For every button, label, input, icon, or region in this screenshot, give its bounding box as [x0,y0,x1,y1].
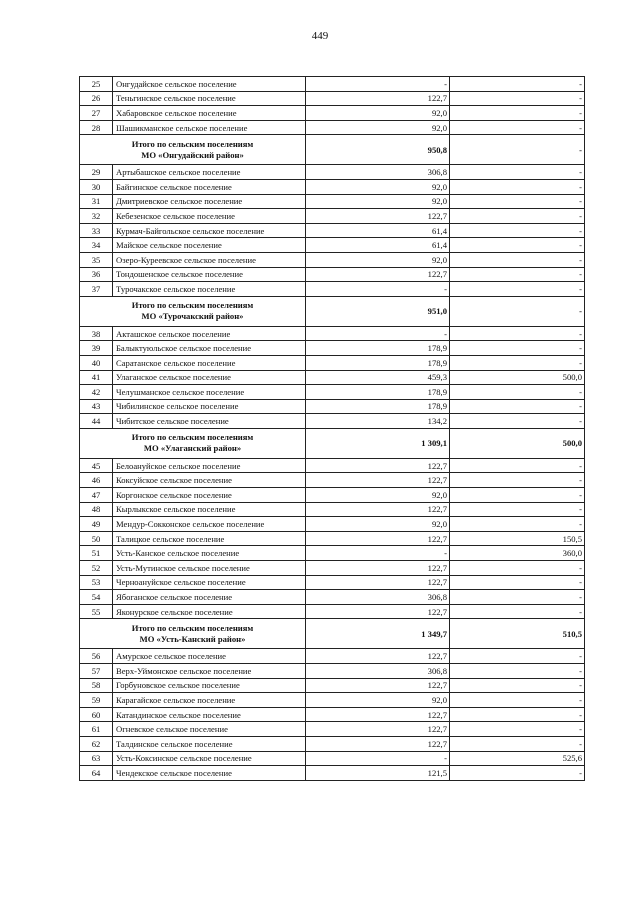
table-row [80,414,585,429]
table-row [80,165,585,180]
settlement-name: Горбуновское сельское поселение [113,678,306,693]
value-1: 122,7 [306,502,450,517]
row-number: 63 [80,751,113,766]
value-2: - [450,766,585,781]
row-number: 51 [80,546,113,561]
value-1: 92,0 [306,120,450,135]
row-number: 57 [80,664,113,679]
row-number: 28 [80,120,113,135]
settlement-name: Челушманское сельское поселение [113,385,306,400]
value-1: 92,0 [306,488,450,503]
table-row [80,590,585,605]
table-row [80,238,585,253]
value-1: 122,7 [306,736,450,751]
table-row [80,678,585,693]
settlement-name: Яконурское сельское поселение [113,604,306,619]
value-2: - [450,326,585,341]
row-number: 43 [80,399,113,414]
value-2: - [450,399,585,414]
row-number: 30 [80,179,113,194]
settlement-name: Усть-Канское сельское поселение [113,546,306,561]
table-row [80,370,585,385]
row-number: 26 [80,91,113,106]
value-1: - [306,751,450,766]
row-number: 64 [80,766,113,781]
value-2: - [450,120,585,135]
settlement-name: Артыбашское сельское поселение [113,165,306,180]
table-row [80,649,585,664]
row-number: 45 [80,458,113,473]
value-2: - [450,664,585,679]
settlement-name: Онгудайское сельское поселение [113,77,306,92]
value-2: - [450,649,585,664]
settlement-name: Балыктуюльское сельское поселение [113,341,306,356]
value-1: - [306,546,450,561]
table-row [80,341,585,356]
table-row [80,223,585,238]
settlement-name: Карагайское сельское поселение [113,693,306,708]
subtotal-value-2: 510,5 [450,619,585,649]
subtotal-line1: Итого по сельским поселениям [131,432,254,443]
value-2: - [450,604,585,619]
subtotal-value-2: - [450,135,585,165]
row-number: 58 [80,678,113,693]
subtotal-line2: МО «Улаганский район» [143,443,242,454]
settlement-name: Кырлыкское сельское поселение [113,502,306,517]
table-row [80,502,585,517]
value-1: 134,2 [306,414,450,429]
value-1: 122,7 [306,209,450,224]
table-row [80,488,585,503]
value-2: - [450,707,585,722]
value-1: 92,0 [306,194,450,209]
value-1: 122,7 [306,458,450,473]
table-row [80,355,585,370]
table-row [80,604,585,619]
table-row [80,282,585,297]
table-row [80,267,585,282]
settlement-name: Саратанское сельское поселение [113,355,306,370]
subtotal-line2: МО «Онгудайский район» [141,149,244,160]
table-row [80,91,585,106]
subtotal-line2: МО «Турочакский район» [141,311,244,322]
value-2: - [450,575,585,590]
settlement-name: Байгинское сельское поселение [113,179,306,194]
settlement-name: Катандинское сельское поселение [113,707,306,722]
value-2: - [450,106,585,121]
row-number: 27 [80,106,113,121]
settlement-name: Хабаровское сельское поселение [113,106,306,121]
table-row [80,458,585,473]
settlement-name: Майское сельское поселение [113,238,306,253]
value-1: - [306,77,450,92]
settlement-name: Мендур-Сокконское сельское поселение [113,517,306,532]
table-row [80,736,585,751]
table-row [80,120,585,135]
value-1: 92,0 [306,106,450,121]
subtotal-line2: МО «Усть-Канский район» [139,633,246,644]
settlement-name: Акташское сельское поселение [113,326,306,341]
value-2: 500,0 [450,370,585,385]
row-number: 52 [80,561,113,576]
value-2: - [450,693,585,708]
row-number: 44 [80,414,113,429]
subtotal-row [80,619,585,649]
value-1: 92,0 [306,179,450,194]
value-1: 178,9 [306,385,450,400]
settlement-name: Кебезенское сельское поселение [113,209,306,224]
value-2: - [450,165,585,180]
value-2: 360,0 [450,546,585,561]
value-2: - [450,473,585,488]
subtotal-line1: Итого по сельским поселениям [131,138,254,149]
value-1: 122,7 [306,575,450,590]
subtotal-value-1: 950,8 [306,135,450,165]
value-2: 525,6 [450,751,585,766]
settlement-name: Усть-Мутинское сельское поселение [113,561,306,576]
value-1: 122,7 [306,91,450,106]
settlement-name: Ябоганское сельское поселение [113,590,306,605]
subtotal-value-1: 1 309,1 [306,428,450,458]
value-1: 178,9 [306,399,450,414]
settlement-name: Чибитское сельское поселение [113,414,306,429]
subtotal-row [80,428,585,458]
row-number: 33 [80,223,113,238]
row-number: 56 [80,649,113,664]
settlement-name: Черноануйское сельское поселение [113,575,306,590]
table-row [80,209,585,224]
subtotal-label [80,296,306,326]
settlement-name: Чендекское сельское поселение [113,766,306,781]
value-2: - [450,91,585,106]
row-number: 55 [80,604,113,619]
table-row [80,693,585,708]
value-1: 122,7 [306,649,450,664]
value-1: 306,8 [306,165,450,180]
row-number: 31 [80,194,113,209]
value-1: - [306,282,450,297]
settlement-name: Талдинское сельское поселение [113,736,306,751]
value-2: - [450,223,585,238]
value-2: - [450,282,585,297]
value-2: - [450,678,585,693]
settlement-name: Верх-Уймонское сельское поселение [113,664,306,679]
settlement-name: Усть-Коксинское сельское поселение [113,751,306,766]
value-2: - [450,341,585,356]
table-row [80,194,585,209]
row-number: 41 [80,370,113,385]
value-1: 61,4 [306,238,450,253]
row-number: 54 [80,590,113,605]
value-2: - [450,355,585,370]
value-1: 306,8 [306,590,450,605]
row-number: 29 [80,165,113,180]
subtotal-line1: Итого по сельским поселениям [131,622,254,633]
subtotal-value-1: 1 349,7 [306,619,450,649]
settlement-name: Курмач-Байгольское сельское поселение [113,223,306,238]
value-2: - [450,488,585,503]
settlement-name: Шашикманское сельское поселение [113,120,306,135]
page-number: 449 [311,30,329,42]
value-2: - [450,517,585,532]
value-1: 121,5 [306,766,450,781]
value-2: - [450,209,585,224]
value-2: - [450,238,585,253]
row-number: 53 [80,575,113,590]
table-row [80,385,585,400]
row-number: 48 [80,502,113,517]
value-2: - [450,77,585,92]
subtotal-row [80,296,585,326]
settlement-name: Озеро-Куреевское сельское поселение [113,252,306,267]
table-row [80,517,585,532]
row-number: 42 [80,385,113,400]
value-1: 122,7 [306,722,450,737]
value-1: 122,7 [306,473,450,488]
table-row [80,751,585,766]
value-2: - [450,194,585,209]
row-number: 59 [80,693,113,708]
value-2: - [450,561,585,576]
settlement-name: Теньгинское сельское поселение [113,91,306,106]
table-row [80,106,585,121]
table-row [80,531,585,546]
value-2: - [450,502,585,517]
value-1: 92,0 [306,252,450,267]
row-number: 35 [80,252,113,267]
value-1: 122,7 [306,267,450,282]
settlement-name: Талицкое сельское поселение [113,531,306,546]
value-2: - [450,590,585,605]
row-number: 39 [80,341,113,356]
row-number: 62 [80,736,113,751]
table-row [80,399,585,414]
subtotal-label [80,619,306,649]
value-1: 178,9 [306,355,450,370]
subtotal-label [80,428,306,458]
value-1: 92,0 [306,517,450,532]
value-2: - [450,458,585,473]
table-row [80,722,585,737]
value-2: - [450,414,585,429]
row-number: 36 [80,267,113,282]
value-1: 122,7 [306,531,450,546]
table-row [80,252,585,267]
settlement-name: Огневское сельское поселение [113,722,306,737]
row-number: 47 [80,488,113,503]
value-1: 178,9 [306,341,450,356]
value-2: 150,5 [450,531,585,546]
subtotal-line1: Итого по сельским поселениям [131,300,254,311]
row-number: 46 [80,473,113,488]
table-row [80,77,585,92]
value-2: - [450,736,585,751]
value-2: - [450,722,585,737]
table-row [80,766,585,781]
row-number: 37 [80,282,113,297]
settlement-name: Коксуйское сельское поселение [113,473,306,488]
settlement-name: Белоануйское сельское поселение [113,458,306,473]
value-1: 306,8 [306,664,450,679]
value-1: 92,0 [306,693,450,708]
settlement-name: Улаганское сельское поселение [113,370,306,385]
table-row [80,546,585,561]
value-2: - [450,385,585,400]
row-number: 60 [80,707,113,722]
table-row [80,707,585,722]
row-number: 38 [80,326,113,341]
value-1: - [306,326,450,341]
settlement-name: Коргонское сельское поселение [113,488,306,503]
subtotal-value-2: - [450,296,585,326]
value-1: 122,7 [306,604,450,619]
value-2: - [450,252,585,267]
settlement-name: Турочакское сельское поселение [113,282,306,297]
row-number: 49 [80,517,113,532]
settlement-name: Амурское сельское поселение [113,649,306,664]
value-1: 122,7 [306,561,450,576]
table-row [80,473,585,488]
table-row [80,664,585,679]
settlement-name: Чибилинское сельское поселение [113,399,306,414]
settlement-name: Тондошенское сельское поселение [113,267,306,282]
row-number: 34 [80,238,113,253]
row-number: 50 [80,531,113,546]
row-number: 32 [80,209,113,224]
value-1: 61,4 [306,223,450,238]
subtotal-row [80,135,585,165]
settlement-name: Дмитриевское сельское поселение [113,194,306,209]
subtotal-value-1: 951,0 [306,296,450,326]
settlement-table [79,76,585,781]
value-2: - [450,179,585,194]
row-number: 61 [80,722,113,737]
row-number: 40 [80,355,113,370]
value-1: 122,7 [306,707,450,722]
value-2: - [450,267,585,282]
row-number: 25 [80,77,113,92]
table-body [80,77,585,781]
table-row [80,575,585,590]
value-1: 459,3 [306,370,450,385]
table-row [80,326,585,341]
table-row [80,179,585,194]
subtotal-label [80,135,306,165]
subtotal-value-2: 500,0 [450,428,585,458]
value-1: 122,7 [306,678,450,693]
table-row [80,561,585,576]
